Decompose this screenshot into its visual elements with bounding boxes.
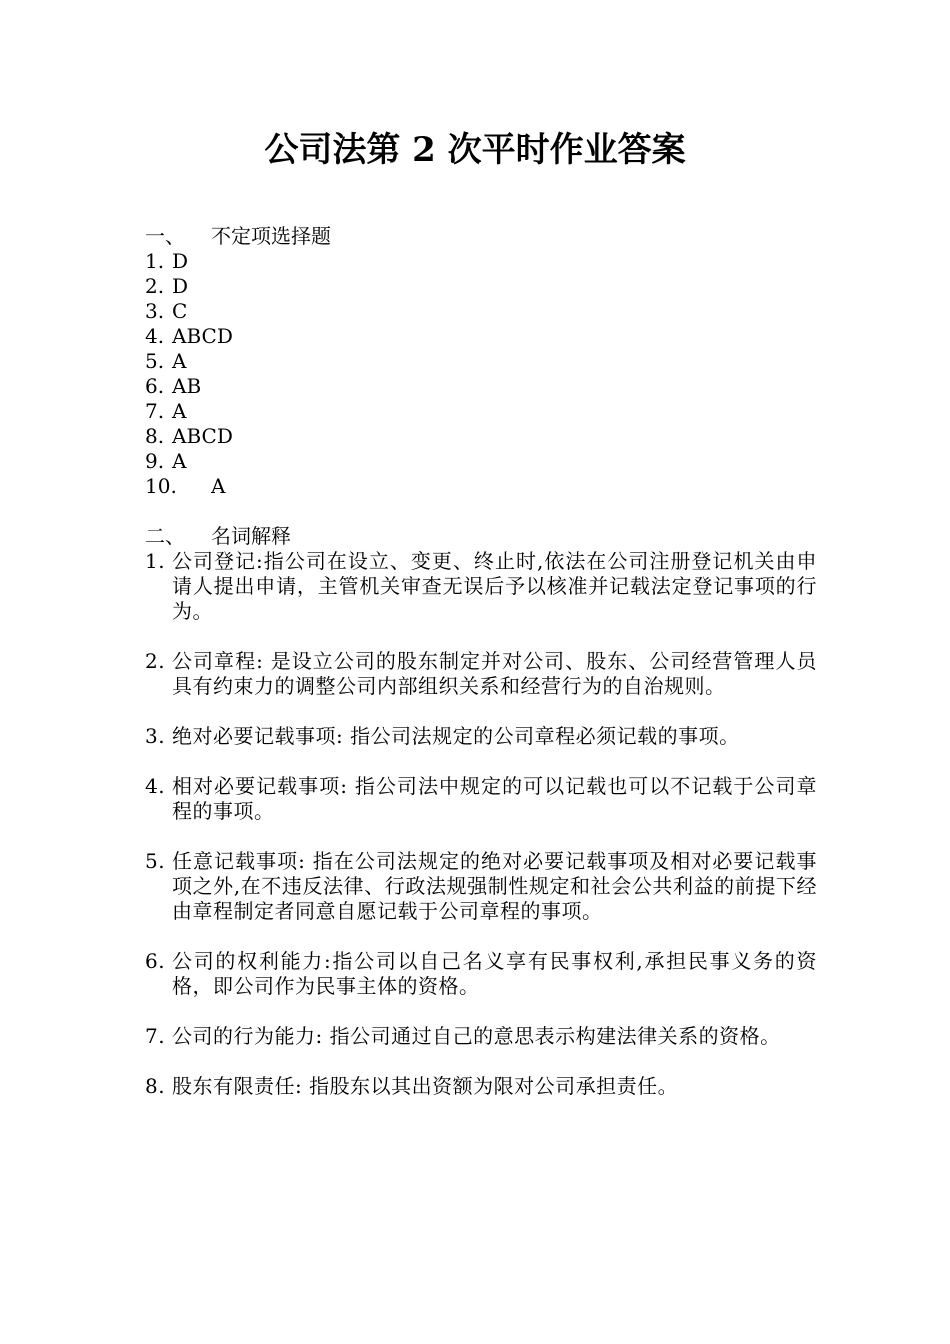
answer-value: A	[172, 449, 187, 473]
section-number: 一、	[145, 224, 185, 248]
answer-number: 4.	[145, 324, 165, 348]
answer-number: 6.	[145, 374, 165, 398]
answer-value: D	[172, 274, 189, 298]
term-number: 1.	[145, 549, 166, 573]
term-definition-text: 任意记载事项: 指在公司法规定的绝对必要记载事项及相对必要记载事项之外,在不违反法律、行政法规强制性规定和社会公共利益的前提下经由章程制定者同意自愿记载于公司章程的事项。	[172, 849, 817, 923]
term-definition-item	[145, 949, 817, 999]
section-spacer	[145, 499, 817, 524]
answer-number: 7.	[145, 399, 165, 423]
term-number: 4.	[145, 774, 166, 798]
page-title: 公司法第 2 次平时作业答案	[264, 130, 686, 170]
answer-item	[145, 299, 817, 324]
term-number: 5.	[145, 849, 166, 873]
term-definition-text: 相对必要记载事项: 指公司法中规定的可以记载也可以不记载于公司章程的事项。	[172, 774, 817, 823]
answer-value: A	[211, 474, 226, 498]
answer-item	[145, 324, 817, 349]
term-definition-text: 公司章程: 是设立公司的股东制定并对公司、股东、公司经营管理人员具有约束力的调整公司内部组织关系和经营行为的自治规则。	[172, 649, 817, 698]
answer-item	[145, 449, 817, 474]
term-definition-item	[145, 1074, 817, 1099]
answer-item	[145, 374, 817, 399]
document-body	[145, 224, 817, 1124]
term-number: 6.	[145, 949, 166, 973]
answer-list	[145, 249, 817, 499]
answer-value: ABCD	[172, 324, 233, 348]
term-definition-list	[145, 549, 817, 1099]
term-number: 3.	[145, 724, 166, 748]
term-definition-item	[145, 649, 817, 699]
answer-number: 8.	[145, 424, 165, 448]
answer-value: AB	[172, 374, 202, 398]
term-definition-text: 公司的行为能力: 指公司通过自己的意思表示构建法律关系的资格。	[172, 1024, 781, 1048]
section-title: 不定项选择题	[211, 224, 331, 248]
answer-number: 1.	[145, 249, 165, 273]
answer-number: 5.	[145, 349, 165, 373]
term-definition-item	[145, 724, 817, 749]
answer-value: C	[172, 299, 188, 323]
term-number: 2.	[145, 649, 166, 673]
answer-number: 3.	[145, 299, 165, 323]
section-title: 名词解释	[211, 524, 291, 548]
answer-item	[145, 424, 817, 449]
answer-number: 10.	[145, 474, 177, 498]
term-definition-item	[145, 549, 817, 624]
answer-item	[145, 274, 817, 299]
answer-value: A	[172, 399, 187, 423]
term-definition-item	[145, 849, 817, 924]
section-heading-multiple-choice	[145, 224, 817, 249]
term-number: 8.	[145, 1074, 166, 1098]
answer-item	[145, 249, 817, 274]
term-definition-text: 股东有限责任: 指股东以其出资额为限对公司承担责任。	[172, 1074, 679, 1098]
term-definition-item	[145, 1024, 817, 1049]
section-heading-term-definitions	[145, 524, 817, 549]
term-definition-text: 公司的权利能力:指公司以自己名义享有民事权利,承担民事义务的资格，即公司作为民事主体的资格。	[172, 949, 817, 998]
answer-item	[145, 349, 817, 374]
term-number: 7.	[145, 1024, 166, 1048]
term-definition-text: 公司登记:指公司在设立、变更、终止时,依法在公司注册登记机关由申请人提出申请，主管机关审查无误后予以核准并记载法定登记事项的行为。	[172, 549, 817, 623]
answer-value: A	[172, 349, 187, 373]
term-definition-text: 绝对必要记载事项: 指公司法规定的公司章程必须记载的事项。	[172, 724, 740, 748]
answer-value: ABCD	[172, 424, 233, 448]
answer-number: 9.	[145, 449, 165, 473]
answer-number: 2.	[145, 274, 165, 298]
answer-item	[145, 474, 817, 499]
answer-value: D	[172, 249, 189, 273]
term-definition-item	[145, 774, 817, 824]
section-number: 二、	[145, 524, 185, 548]
answer-item	[145, 399, 817, 424]
